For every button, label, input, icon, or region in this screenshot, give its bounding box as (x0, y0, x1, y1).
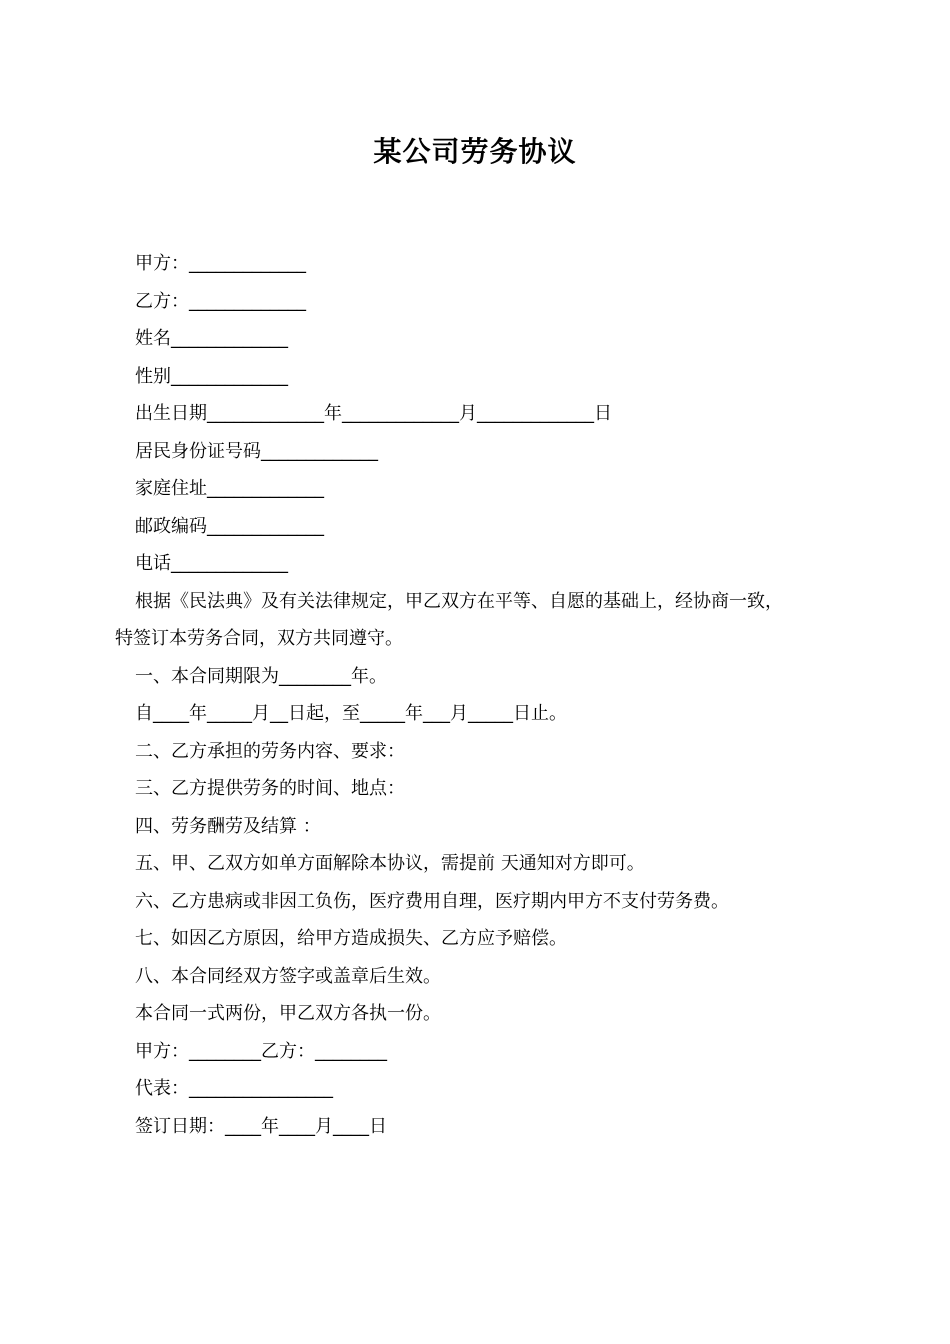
name-field: 姓名_____________ (135, 328, 288, 349)
document-body (115, 245, 835, 1145)
clause-6: 六、乙方患病或非因工负伤，医疗费用自理，医疗期内甲方不支付劳务费。 (135, 890, 729, 912)
signing-date: 签订日期：____年____月____日 (135, 1115, 387, 1137)
signature-parties: 甲方：________乙方：________ (135, 1040, 387, 1062)
clause-3: 三、乙方提供劳务的时间、地点： (135, 778, 405, 799)
clause-1-dates: 自____年_____月__日起，至_____年___月_____日止。 (135, 703, 567, 724)
preamble-line-2: 特签订本劳务合同，双方共同遵守。 (115, 628, 403, 649)
clause-4: 四、劳务酬劳及结算 ： (135, 815, 321, 837)
phone-field: 电话_____________ (135, 553, 288, 574)
preamble-line-1: 根据《民法典》及有关法律规定，甲乙双方在平等、自愿的基础上，经协商一致， (135, 590, 783, 612)
id-number-field: 居民身份证号码_____________ (135, 440, 378, 462)
document-title: 某公司劳务协议 (373, 135, 577, 168)
clause-8: 八、本合同经双方签字或盖章后生效。 (135, 965, 441, 987)
clause-5: 五、甲、乙双方如单方面解除本协议，需提前 天通知对方即可。 (135, 853, 645, 874)
birth-date-field: 出生日期_____________年_____________月_____________日 (135, 403, 612, 424)
clause-2: 二、乙方承担的劳务内容、要求： (135, 740, 405, 762)
party-b-field: 乙方：_____________ (135, 290, 306, 312)
clause-7: 七、如因乙方原因，给甲方造成损失、乙方应予赔偿。 (135, 928, 567, 949)
home-address-field: 家庭住址_____________ (135, 478, 324, 499)
gender-field: 性别_____________ (135, 365, 288, 387)
clause-1-term: 一、本合同期限为________年。 (135, 665, 387, 687)
copies-note: 本合同一式两份，甲乙双方各执一份。 (135, 1003, 441, 1024)
signature-representative: 代表：________________ (135, 1078, 333, 1099)
postal-code-field: 邮政编码_____________ (135, 515, 324, 537)
party-a-field: 甲方：_____________ (135, 253, 306, 274)
